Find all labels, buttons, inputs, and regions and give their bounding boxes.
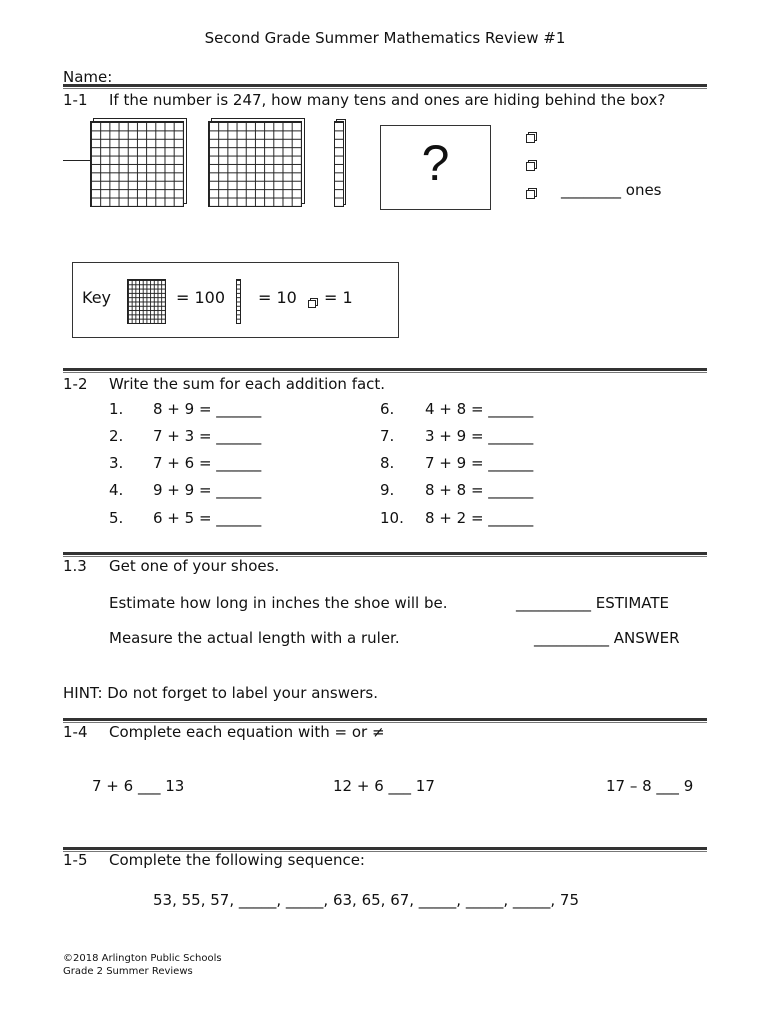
equation-3: 17 – 8 ___ 9: [606, 777, 694, 795]
q2-prompt: Write the sum for each addition fact.: [109, 375, 386, 393]
fact-number: 3.: [109, 454, 124, 472]
fact-equation: 6 + 5 = ______: [153, 509, 262, 527]
key-ten-text: = 10: [258, 288, 297, 307]
fact-equation: 7 + 6 = ______: [153, 454, 262, 472]
equation-2: 12 + 6 ___ 17: [333, 777, 435, 795]
measure-blank: __________ ANSWER: [534, 629, 680, 647]
estimate-blank: __________ ESTIMATE: [516, 594, 670, 612]
fact-number: 8.: [380, 454, 395, 472]
estimate-text: Estimate how long in inches the shoe will be.: [109, 594, 448, 612]
fact-number: 5.: [109, 509, 124, 527]
key-hundred-text: = 100: [176, 288, 226, 307]
key-one-icon: [308, 300, 316, 308]
fact-number: 7.: [380, 427, 395, 445]
key-ten-icon: [236, 279, 241, 324]
q5-number: 1-5: [63, 851, 88, 869]
fact-equation: 7 + 9 = ______: [425, 454, 534, 472]
key-label: Key: [82, 288, 112, 307]
section-rule: [63, 368, 707, 373]
answer-line: [63, 160, 93, 161]
key-one-text: = 1: [324, 288, 353, 307]
q3-number: 1.3: [63, 557, 87, 575]
footer-subtitle: Grade 2 Summer Reviews: [63, 966, 193, 977]
fact-equation: 3 + 9 = ______: [425, 427, 534, 445]
section-rule: [63, 84, 707, 89]
hint-text: HINT: Do not forget to label your answers.: [63, 684, 378, 702]
q4-prompt: Complete each equation with = or ≠: [109, 723, 385, 741]
name-label: Name:: [63, 68, 113, 86]
q1-number: 1-1: [63, 91, 88, 109]
fact-number: 10.: [380, 509, 404, 527]
fact-equation: 9 + 9 = ______: [153, 481, 262, 499]
one-cube-2: [526, 162, 535, 171]
q4-number: 1-4: [63, 723, 88, 741]
key-box: [72, 262, 399, 338]
fact-number: 9.: [380, 481, 395, 499]
fact-equation: 8 + 9 = ______: [153, 400, 262, 418]
question-mark: ?: [421, 135, 450, 191]
fact-number: 1.: [109, 400, 124, 418]
one-cube-1: [526, 134, 535, 143]
measure-text: Measure the actual length with a ruler.: [109, 629, 400, 647]
fact-number: 2.: [109, 427, 124, 445]
ten-rod: [334, 121, 344, 207]
page-title: Second Grade Summer Mathematics Review #1: [204, 29, 566, 47]
fact-equation: 8 + 2 = ______: [425, 509, 534, 527]
hundred-block-1: [90, 121, 184, 207]
fact-equation: 8 + 8 = ______: [425, 481, 534, 499]
hiding-box: [380, 125, 491, 210]
fact-equation: 7 + 3 = ______: [153, 427, 262, 445]
q3-prompt: Get one of your shoes.: [109, 557, 280, 575]
equation-1: 7 + 6 ___ 13: [92, 777, 185, 795]
fact-number: 6.: [380, 400, 395, 418]
fact-equation: 4 + 8 = ______: [425, 400, 534, 418]
footer-copyright: ©2018 Arlington Public Schools: [63, 953, 222, 964]
q5-prompt: Complete the following sequence:: [109, 851, 365, 869]
q2-number: 1-2: [63, 375, 88, 393]
ones-answer: ________ ones: [561, 181, 662, 199]
q1-prompt: If the number is 247, how many tens and ones are hiding behind the box?: [109, 91, 666, 109]
one-cube-3: [526, 190, 535, 199]
fact-number: 4.: [109, 481, 124, 499]
hundred-block-2: [208, 121, 302, 207]
key-hundred-icon: [127, 279, 166, 324]
sequence: 53, 55, 57, _____, _____, 63, 65, 67, _____, _____, _____, 75: [153, 891, 580, 909]
